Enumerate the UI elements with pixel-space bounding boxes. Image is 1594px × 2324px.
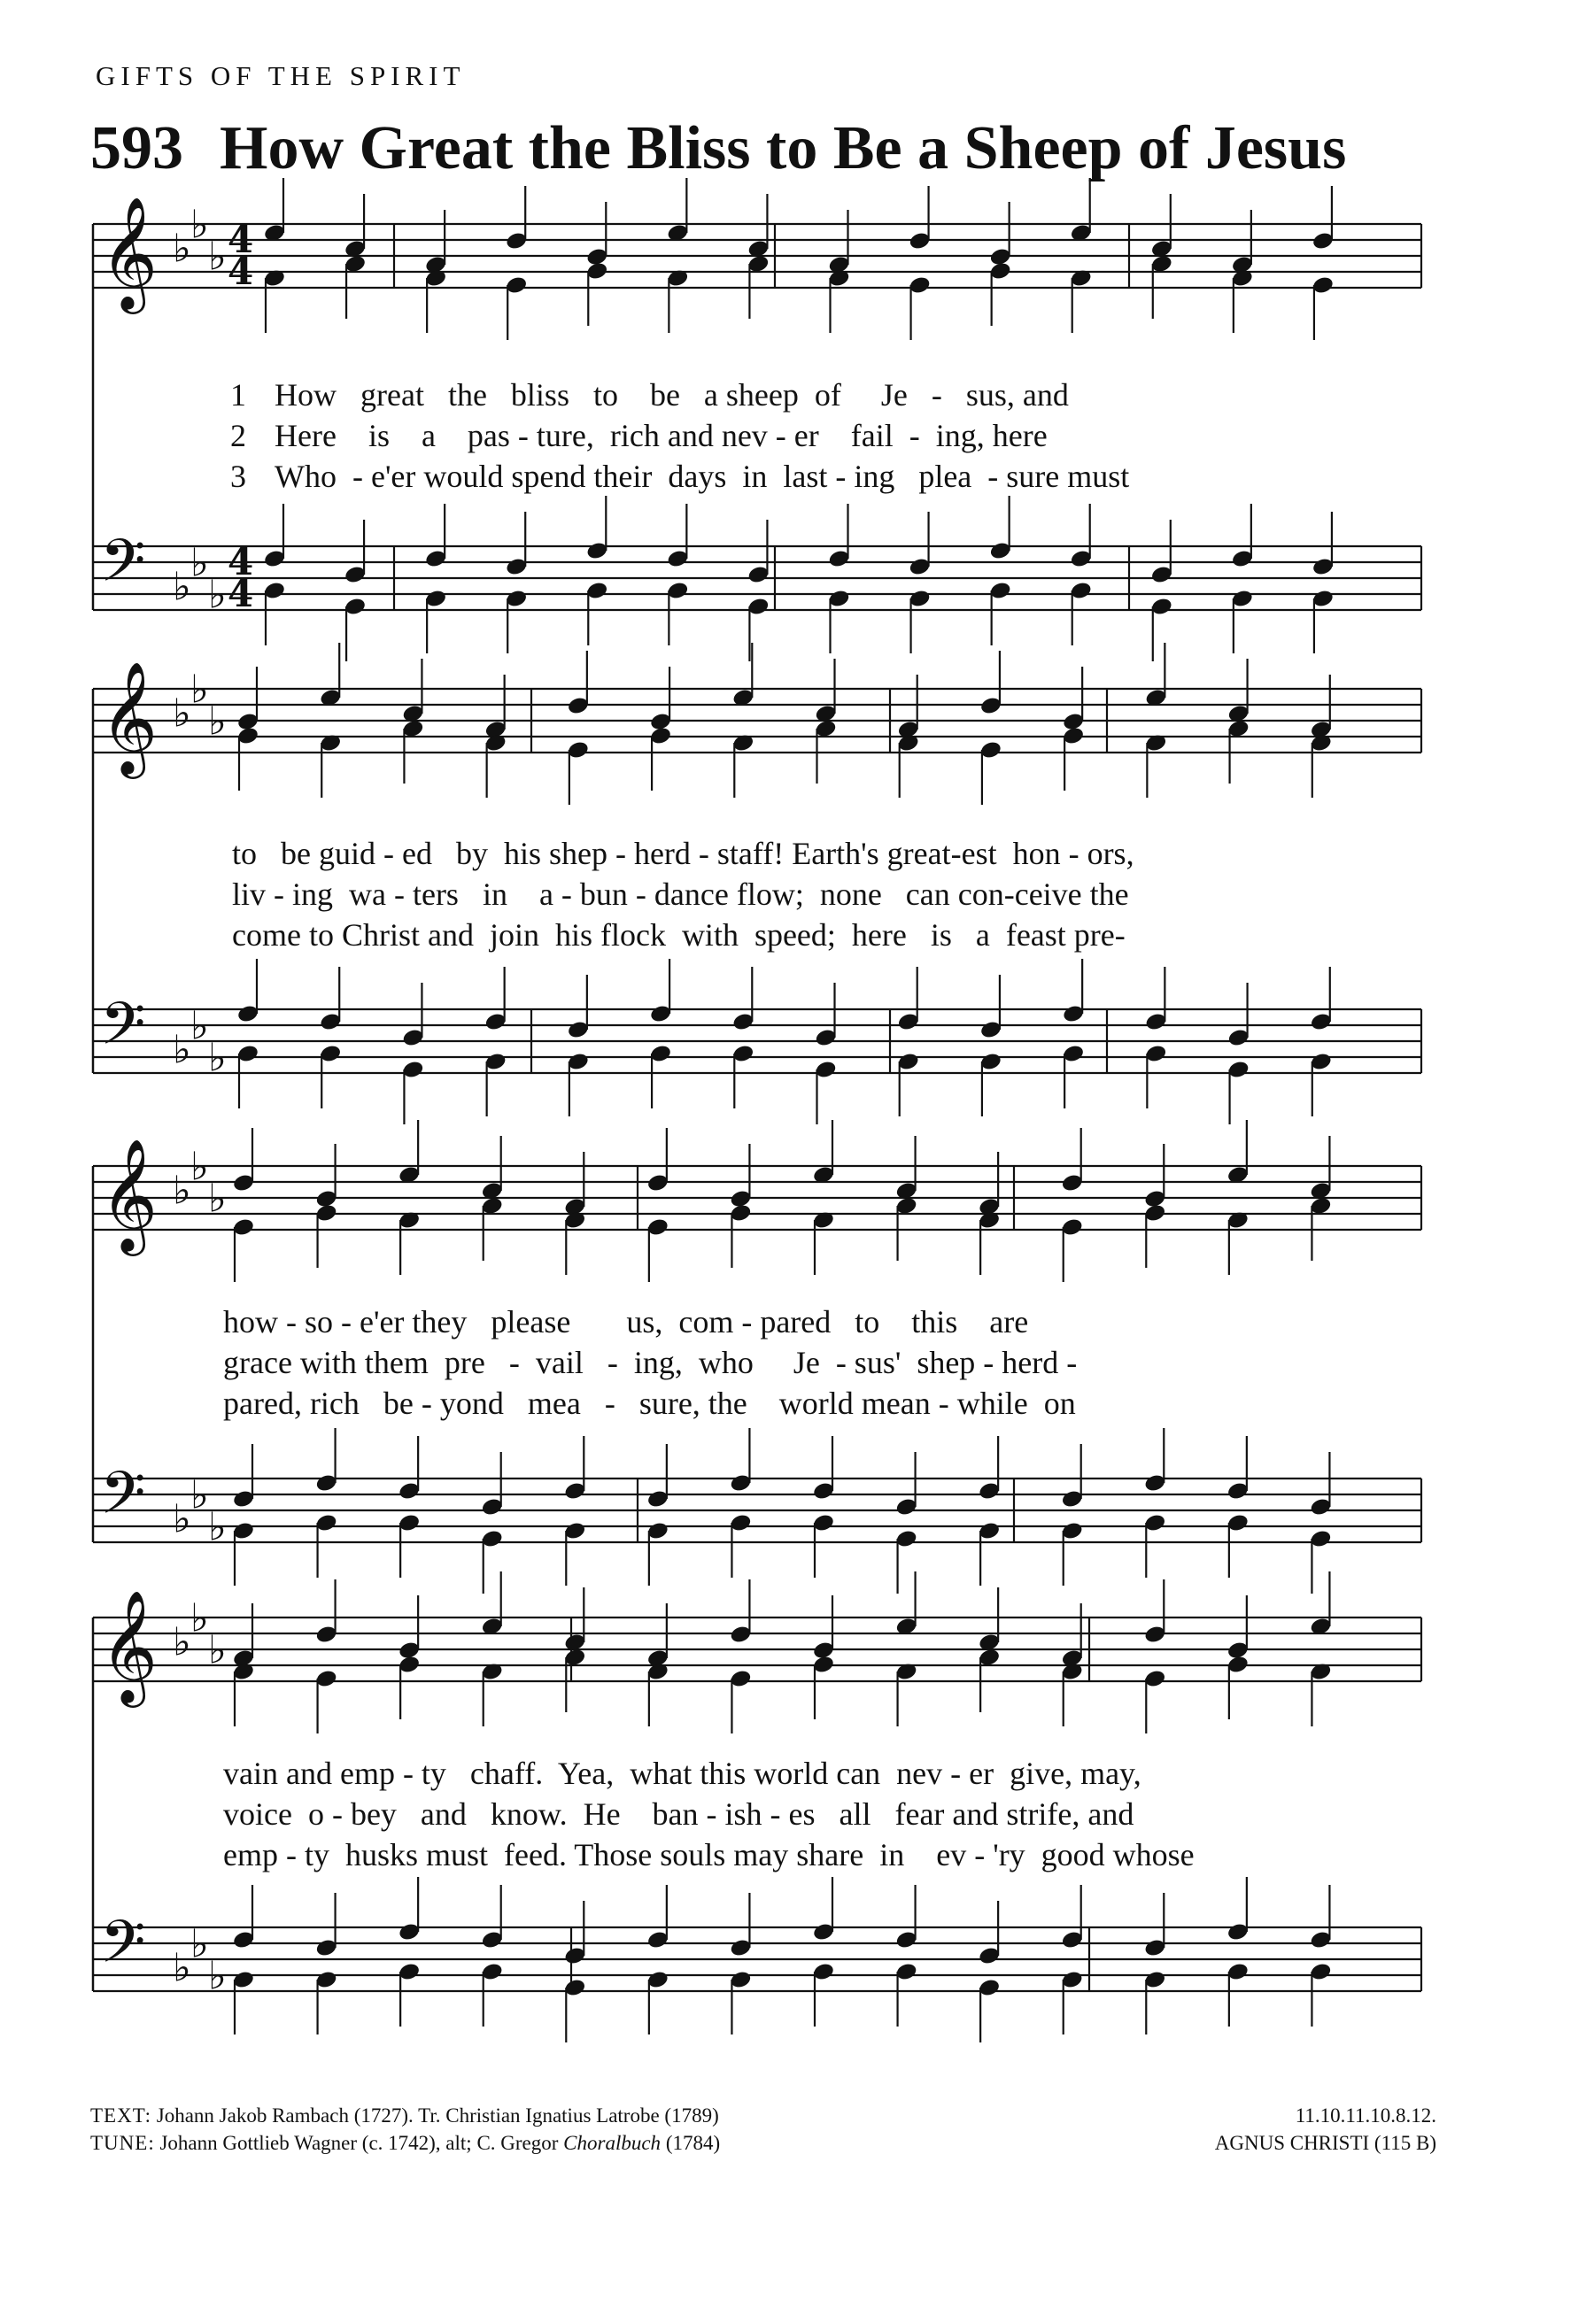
text-credit: Johann Jakob Rambach (1727). Tr. Christian Ignatius Latrobe (1789)	[156, 2104, 719, 2127]
time-signature: 4	[228, 218, 254, 261]
verse-number: 3	[230, 459, 246, 494]
text-label: TEXT:	[90, 2104, 152, 2127]
time-signature: 4	[228, 250, 254, 293]
lyric-line	[232, 876, 1129, 913]
lyric-text: to be guid - ed by his shep - herd - staff! Earth's great-est hon - ors,	[232, 836, 1134, 871]
lyric-line	[223, 1836, 1195, 1873]
flat-icon: ♭	[208, 1953, 227, 1999]
flat-icon: ♭	[208, 1176, 227, 1222]
lyric-text: voice o - bey and know. He ban - ish - es all fear and strife, and	[223, 1796, 1134, 1832]
lyric-text: Here is a pas - ture, rich and nev - er fail - ing, here	[275, 418, 1048, 453]
treble-clef-icon: 𝄞	[100, 1138, 159, 1251]
lyric-text: How great the bliss to be a sheep of Je - sus, and	[275, 377, 1069, 413]
lyric-line	[223, 1344, 1077, 1381]
lyric-text: grace with them pre - vail - ing, who Je - sus' shep - herd -	[223, 1345, 1078, 1380]
lyric-line	[230, 458, 1129, 495]
verse-number: 2	[230, 418, 246, 453]
lyric-line	[232, 835, 1134, 872]
flat-icon: ♭	[173, 1945, 191, 1991]
bass-clef-icon: 𝄢	[100, 990, 146, 1072]
lyric-text: vain and emp - ty chaff. Yea, what this world can nev - er give, may,	[223, 1756, 1141, 1791]
time-signature: 4	[228, 572, 254, 615]
flat-icon: ♭	[208, 1504, 227, 1550]
lyric-line	[223, 1303, 1028, 1340]
flat-icon: ♭	[208, 1627, 227, 1673]
treble-clef-icon: 𝄞	[100, 1589, 159, 1702]
flat-icon: ♭	[173, 691, 191, 737]
flat-icon: ♭	[173, 1168, 191, 1214]
flat-icon: ♭	[190, 1595, 209, 1641]
flat-icon: ♭	[173, 564, 191, 610]
meter-info	[1215, 2102, 1436, 2157]
meter: 11.10.11.10.8.12.	[1295, 2104, 1436, 2127]
lyric-line	[230, 417, 1048, 454]
lyric-line	[232, 916, 1126, 954]
hymn-title: How Great the Bliss to Be a Sheep of Jesus	[220, 114, 1347, 182]
credits	[90, 2102, 720, 2157]
tune-credit: Johann Gottlieb Wagner (c. 1742), alt; C. Gregor	[159, 2132, 564, 2154]
flat-icon: ♭	[208, 699, 227, 745]
flat-icon: ♭	[173, 226, 191, 272]
flat-icon: ♭	[208, 572, 227, 618]
tune-name: AGNUS CHRISTI (115 B)	[1214, 2132, 1436, 2154]
lyric-line	[223, 1795, 1134, 1833]
flat-icon: ♭	[190, 1921, 209, 1967]
lyric-text: emp - ty husks must feed. Those souls may share in ev - 'ry good whose	[223, 1837, 1195, 1872]
lyric-text: come to Christ and join his flock with speed; here is a feast pre-	[232, 917, 1126, 953]
tune-label: TUNE:	[90, 2132, 155, 2154]
flat-icon: ♭	[190, 667, 209, 713]
lyric-text: how - so - e'er they please us, com - pared to this are	[223, 1304, 1029, 1340]
flat-icon: ♭	[173, 1496, 191, 1542]
flat-icon: ♭	[173, 1027, 191, 1073]
section-label: GIFTS OF THE SPIRIT	[96, 60, 466, 91]
hymn-number: 593	[90, 114, 183, 182]
tune-credit-book: Choralbuch	[563, 2132, 662, 2154]
tune-credit-date: (1784)	[661, 2132, 721, 2154]
flat-icon: ♭	[190, 1144, 209, 1190]
lyric-text: liv - ing wa - ters in a - bun - dance flow; none can con-ceive the	[232, 876, 1129, 912]
treble-clef-icon: 𝄞	[100, 196, 159, 309]
lyric-line	[223, 1385, 1076, 1422]
flat-icon: ♭	[173, 1619, 191, 1665]
bass-clef-icon: 𝄢	[100, 1459, 146, 1541]
verse-number: 1	[230, 377, 246, 413]
flat-icon: ♭	[190, 540, 209, 586]
lyric-line	[230, 376, 1069, 413]
flat-icon: ♭	[190, 1003, 209, 1049]
flat-icon: ♭	[208, 234, 227, 280]
flat-icon: ♭	[208, 1035, 227, 1081]
bass-clef-icon: 𝄢	[100, 527, 146, 609]
flat-icon: ♭	[190, 1472, 209, 1518]
lyric-line	[223, 1755, 1141, 1792]
treble-clef-icon: 𝄞	[100, 660, 159, 774]
lyric-text: pared, rich be - yond mea - sure, the world mean - while on	[223, 1386, 1076, 1421]
lyric-text: Who - e'er would spend their days in last - ing plea - sure must	[275, 459, 1130, 494]
time-signature: 4	[228, 540, 254, 583]
bass-clef-icon: 𝄢	[100, 1908, 146, 1990]
flat-icon: ♭	[190, 202, 209, 248]
